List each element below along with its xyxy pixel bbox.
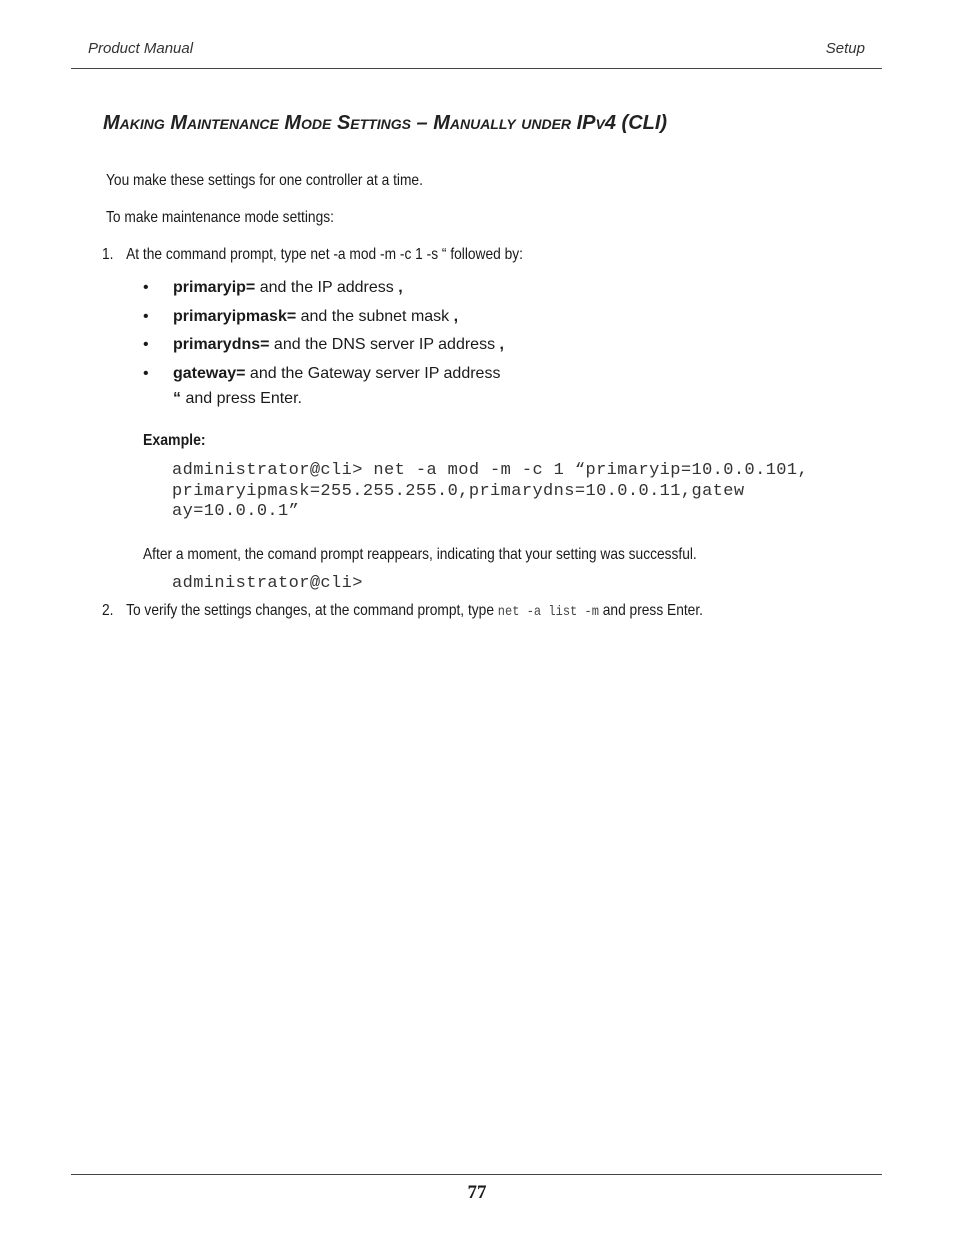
- bullet-icon: •: [143, 279, 149, 296]
- step-2: [102, 602, 703, 620]
- param-suffix: ,: [398, 279, 403, 296]
- param-name: primaryipmask=: [173, 308, 297, 325]
- list-item: [143, 308, 458, 326]
- instruction-lead: To make maintenance mode settings:: [106, 209, 334, 226]
- closing-quote: “: [173, 390, 181, 407]
- intro-paragraph: You make these settings for one controller at a time.: [106, 172, 423, 189]
- page-number: 77: [467, 1182, 487, 1203]
- header-section-title: Setup: [825, 40, 865, 57]
- step-1: [102, 246, 523, 264]
- bullet-icon: •: [143, 365, 149, 382]
- title-part: anually under: [449, 112, 577, 134]
- param-desc: and the Gateway server IP address: [245, 365, 501, 382]
- step-text: To verify the settings changes, at the command prompt, type: [126, 602, 498, 619]
- title-part: aintenance: [187, 112, 285, 134]
- param-name: gateway=: [173, 365, 246, 382]
- param-suffix: ,: [453, 308, 459, 325]
- press-enter-note: [173, 390, 302, 408]
- title-part: M: [433, 112, 450, 134]
- press-enter-text: and press Enter.: [181, 390, 302, 407]
- list-item: [143, 365, 500, 383]
- result-paragraph: After a moment, the comand prompt reappears, indicating that your setting was successful.: [143, 546, 697, 563]
- param-name: primarydns=: [173, 336, 270, 353]
- list-item: [143, 279, 403, 297]
- bullet-icon: •: [143, 336, 149, 353]
- step-text: At the command prompt, type net -a mod -m -c 1 -s “ followed by:: [126, 246, 523, 263]
- title-part: v: [595, 112, 605, 134]
- step-text-end: and press Enter.: [598, 602, 703, 619]
- title-part: ode: [301, 112, 337, 134]
- param-suffix: ,: [499, 336, 504, 353]
- title-part: S: [336, 112, 351, 134]
- title-part: M: [284, 112, 302, 134]
- title-part: aking: [119, 112, 171, 134]
- step-number: 2.: [102, 602, 114, 619]
- code-line: ay=10.0.0.1”: [172, 502, 300, 521]
- inline-code: net -a list -m: [497, 604, 599, 620]
- title-part: M: [170, 112, 188, 134]
- param-desc: and the subnet mask: [296, 308, 454, 325]
- param-desc: and the DNS server IP address: [269, 336, 500, 353]
- param-desc: and the IP address: [255, 279, 399, 296]
- header-rule: [71, 68, 882, 69]
- footer-rule: [71, 1174, 882, 1175]
- title-part: ettings –: [350, 112, 434, 134]
- section-title: [103, 112, 667, 135]
- title-part: 4 (CLI): [604, 112, 668, 134]
- param-name: primaryip=: [173, 279, 256, 296]
- list-item: [143, 336, 504, 354]
- header-manual-title: Product Manual: [88, 40, 194, 57]
- title-part: IP: [576, 112, 596, 134]
- code-line: primaryipmask=255.255.255.0,primarydns=10.0.0.11,gatew: [172, 482, 745, 501]
- title-part: M: [103, 112, 120, 134]
- step-number: 1.: [102, 246, 114, 263]
- example-label: Example:: [143, 432, 206, 449]
- bullet-icon: •: [143, 308, 149, 325]
- prompt-code: administrator@cli>: [172, 574, 363, 593]
- code-line: administrator@cli> net -a mod -m -c 1 “primaryip=10.0.0.101,: [172, 461, 809, 480]
